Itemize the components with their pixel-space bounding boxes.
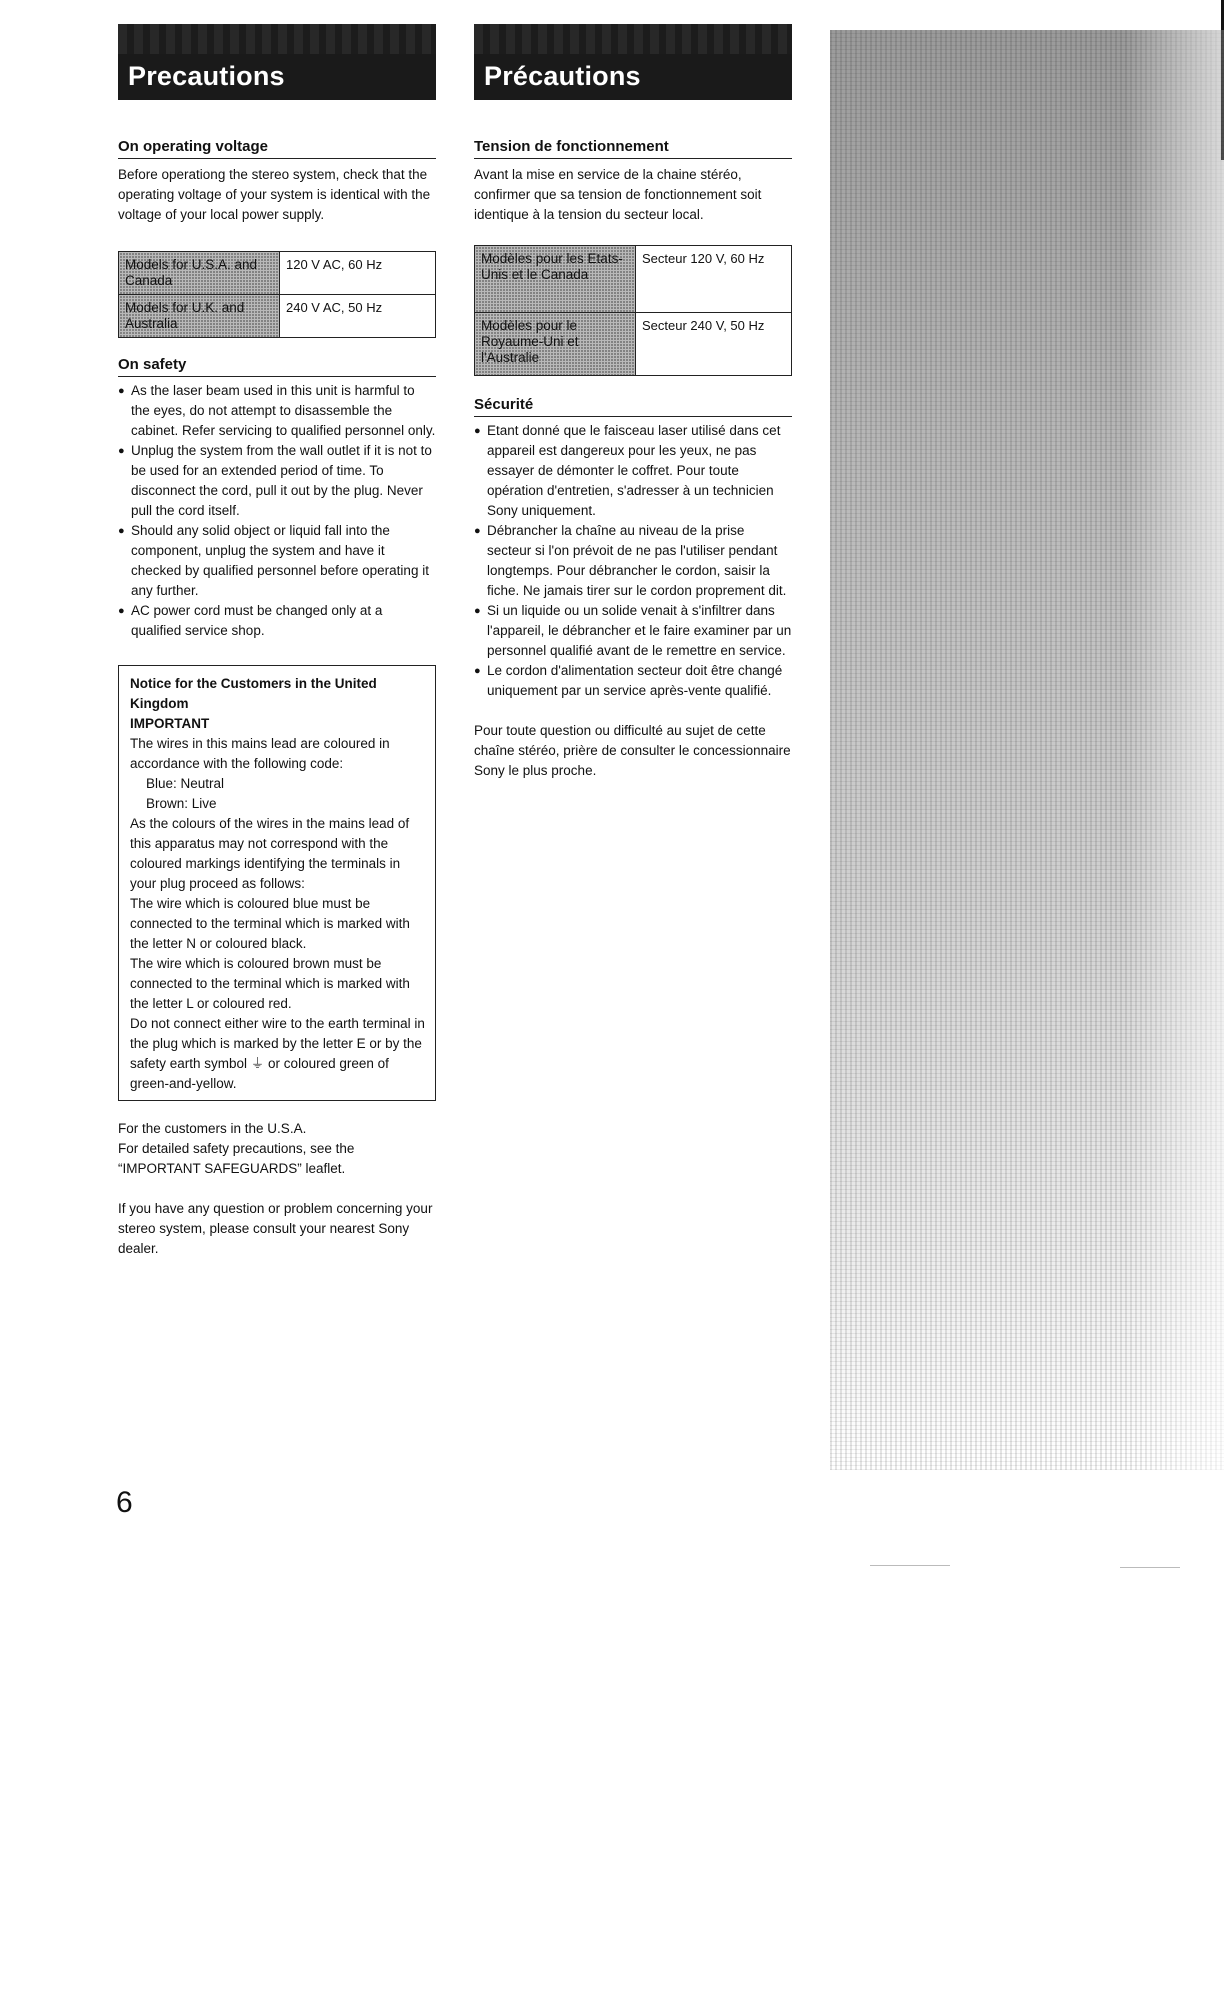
model-cell: Models for U.S.A. and Canada <box>119 252 280 295</box>
voltage-table <box>118 251 436 338</box>
scan-artifact <box>830 30 1224 1470</box>
table-row <box>119 252 436 295</box>
model-cell: Modèles pour le Royaume-Uni et l'Australie <box>475 313 636 376</box>
usa-line: For the customers in the U.S.A. <box>118 1121 307 1136</box>
list-item: ● Unplug the system from the wall outlet if it is not to be used for an extended period of time. To disconnect the cord, pull it out by the plug. Never pull the cord itself. <box>118 441 436 521</box>
table-row <box>475 313 792 376</box>
model-cell: Modèles pour les Etats-Unis et le Canada <box>475 246 636 313</box>
banner-title: Précautions <box>484 61 641 91</box>
notice-code: Brown: Live <box>146 796 217 811</box>
usa-line: For detailed safety precautions, see the “IMPORTANT SAFEGUARDS” leaflet. <box>118 1141 355 1176</box>
page-number: 6 <box>116 1486 133 1519</box>
voltage-cell: 120 V AC, 60 Hz <box>280 252 436 295</box>
section-heading: Sécurité <box>474 396 792 417</box>
safety-section <box>118 356 436 641</box>
list-item: ● Le cordon d'alimentation secteur doit être changé uniquement par un service après-vente qualifié. <box>474 661 792 701</box>
safety-section <box>474 396 792 701</box>
voltage-section <box>474 138 792 225</box>
notice-text: As the colours of the wires in the mains lead of this apparatus may not correspond with the coloured markings identifying the terminals in your plug proceed as follows: <box>130 816 410 891</box>
safety-list <box>474 421 792 701</box>
closing-text: If you have any question or problem concerning your stereo system, please consult your nearest Sony dealer. <box>118 1201 433 1256</box>
voltage-text: Avant la mise en service de la chaine stéréo, confirmer que sa tension de fonctionnement soit identique à la tension du secteur local. <box>474 167 762 222</box>
list-item: ● AC power cord must be changed only at a qualified service shop. <box>118 601 436 641</box>
voltage-section <box>118 138 436 225</box>
uk-notice-box <box>118 665 436 1101</box>
english-column <box>118 24 436 1259</box>
list-item: ● As the laser beam used in this unit is harmful to the eyes, do not attempt to disassemble the cabinet. Refer servicing to qualified personnel only. <box>118 381 436 441</box>
voltage-cell: Secteur 240 V, 50 Hz <box>636 313 792 376</box>
notice-text: The wire which is coloured brown must be connected to the terminal which is marked with the letter L or coloured red. <box>130 956 410 1011</box>
list-item: ● Etant donné que le faisceau laser utilisé dans cet appareil est dangereux pour les yeux, ne pas essayer de démonter le coffret. Pour toute opération d'entretien, s'adresser à un technicien Sony uniquement. <box>474 421 792 521</box>
notice-important: IMPORTANT <box>130 716 210 731</box>
model-cell: Models for U.K. and Australia <box>119 295 280 338</box>
voltage-cell: Secteur 120 V, 60 Hz <box>636 246 792 313</box>
notice-text: Do not connect either wire to the earth terminal in the plug which is marked by the letter E or by the safety earth symbol ⏚ or coloured green of green-and-yellow. <box>130 1016 425 1091</box>
precautions-banner <box>474 24 792 100</box>
french-column <box>474 24 792 781</box>
precautions-banner <box>118 24 436 100</box>
voltage-text: Before operationg the stereo system, check that the operating voltage of your system is identical with the voltage of your local power supply. <box>118 167 431 222</box>
usa-note <box>118 1119 436 1179</box>
list-item: ● Should any solid object or liquid fall into the component, unplug the system and have it checked by qualified personnel before operating it any further. <box>118 521 436 601</box>
scan-line <box>1120 1567 1180 1568</box>
closing-text: Pour toute question ou difficulté au sujet de cette chaîne stéréo, prière de consulter le concessionnaire Sony le plus proche. <box>474 723 791 778</box>
notice-code: Blue: Neutral <box>146 776 225 791</box>
voltage-cell: 240 V AC, 50 Hz <box>280 295 436 338</box>
safety-list <box>118 381 436 641</box>
banner-title: Precautions <box>128 61 285 91</box>
table-row <box>475 246 792 313</box>
section-heading: Tension de fonctionnement <box>474 138 792 159</box>
table-row <box>119 295 436 338</box>
voltage-table <box>474 245 792 376</box>
section-heading: On safety <box>118 356 436 377</box>
notice-text: The wire which is coloured blue must be connected to the terminal which is marked with the letter N or coloured black. <box>130 896 410 951</box>
list-item: ● Débrancher la chaîne au niveau de la prise secteur si l'on prévoit de ne pas l'utiliser pendant longtemps. Pour débrancher le cordon, saisir la fiche. Ne jamais tirer sur le cordon proprement dit. <box>474 521 792 601</box>
list-item: ● Si un liquide ou un solide venait à s'infiltrer dans l'appareil, le débrancher et le faire examiner par un personnel qualifié avant de le remettre en service. <box>474 601 792 661</box>
scan-line <box>870 1565 950 1566</box>
section-heading: On operating voltage <box>118 138 436 159</box>
notice-title: Notice for the Customers in the United Kingdom <box>130 676 377 711</box>
notice-text: The wires in this mains lead are coloured in accordance with the following code: <box>130 736 390 771</box>
